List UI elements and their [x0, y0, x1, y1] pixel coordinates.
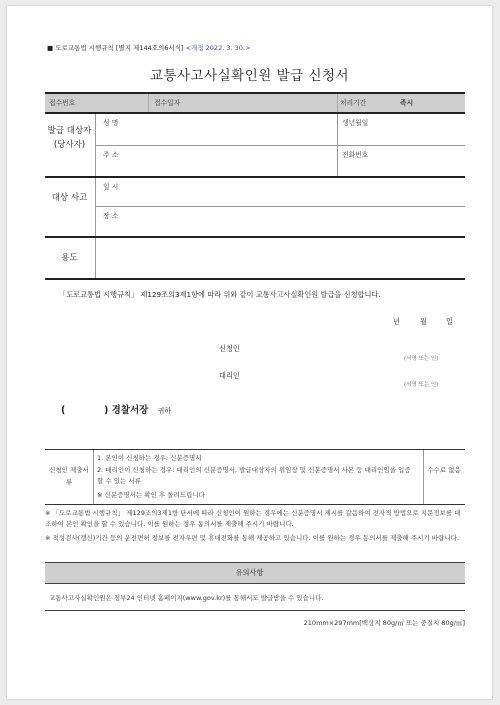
accident-section-label: 대상 사고 — [51, 193, 88, 203]
day-label: 일 — [446, 317, 453, 326]
receipt-number-label: 접수번호 — [49, 99, 76, 107]
processing-period-label: 처리기간 — [340, 99, 367, 107]
addressee-suffix: ) 경찰서장 — [103, 405, 149, 416]
police-chief-addressee — [61, 402, 171, 416]
applicant-sign-label: 신청인 — [219, 344, 240, 353]
birthdate-label: 생년월일 — [342, 119, 369, 127]
paper-spec: 210mm×297mm[백상지 80g/㎡ 또는 중질지 80g/㎡] — [303, 619, 465, 627]
applicant-section-label: 발급 대상자 (당사자) — [47, 126, 92, 150]
law-reference: 도로교통법 시행규칙 [별지 제144호의6서식] — [55, 44, 184, 52]
document-note: ※ 신분증명서는 확인 후 돌려드립니다 — [97, 491, 205, 499]
addressee-prefix: ( — [61, 405, 66, 416]
year-label: 년 — [393, 317, 400, 326]
purpose-label: 용도 — [61, 253, 78, 263]
form-page — [7, 6, 492, 699]
form-header — [47, 43, 250, 52]
notice-license-info: ※ 적성검사(갱신)기간 등의 운전면허 정보를 전자우편 및 휴대전화를 통해 제공하고 있습니다. 이를 원하는 경우 동의서를 제출해 주시기 바랍니다. — [45, 534, 459, 542]
applicant-sign-placeholder: (서명 또는 인) — [404, 356, 439, 362]
documents-label: 신청인 제출서류 — [49, 466, 89, 486]
document-item-2: 2. 대리인이 신청하는 경우: 대리인의 신분증명서, 발급대상자의 위임장 및 신분증명서 사본 등 대리인임을 입증할 수 있는 서류 — [97, 466, 411, 485]
accident-datetime-label: 일 시 — [103, 183, 119, 191]
address-label: 주 소 — [103, 151, 119, 159]
notice-fingerprint: ※ 「도로교통법 시행규칙」 제129조의3제1항 단서에 따라 신청인이 원하는 경우에는 신분증명서 제시를 갈음하여 전자적 방법으로 지문정보를 대조하여 본인 확인을 할 수 있습니다. 이를 원하는 경우 동의서를 제출해 주시기 바랍니다. — [45, 509, 461, 528]
caution-text: 교통사고사실확인원은 정부24 인터넷 홈페이지(www.gov.kr)를 통해서도 발급받을 수 있습니다. — [49, 594, 324, 602]
name-label: 성 명 — [103, 119, 119, 127]
fee-label: 수수료 없음 — [427, 466, 461, 474]
caution-title: 유의사항 — [235, 568, 264, 577]
phone-label: 전화번호 — [342, 151, 369, 159]
revision-date: <개정 2022. 3. 30.> — [185, 44, 251, 52]
agent-sign-label: 대리인 — [219, 371, 240, 380]
header-mark: ■ — [47, 44, 54, 52]
document-item-1: 1. 본인이 신청하는 경우: 신분증명서 — [97, 454, 202, 462]
accident-place-label: 장 소 — [103, 212, 119, 220]
form-title: 교통사고사실확인원 발급 신청서 — [149, 68, 350, 84]
addressee-honorific: 귀하 — [157, 407, 172, 415]
month-label: 월 — [420, 317, 427, 326]
processing-period-value: 즉시 — [400, 99, 414, 107]
receipt-date-label: 접수일자 — [154, 99, 181, 107]
declaration-text: 「도로교통법 시행규칙」 제129조의3제1항에 따라 위와 같이 교통사고사실확인원 발급을 신청합니다. — [59, 290, 381, 299]
agent-sign-placeholder: (서명 또는 인) — [404, 382, 439, 388]
